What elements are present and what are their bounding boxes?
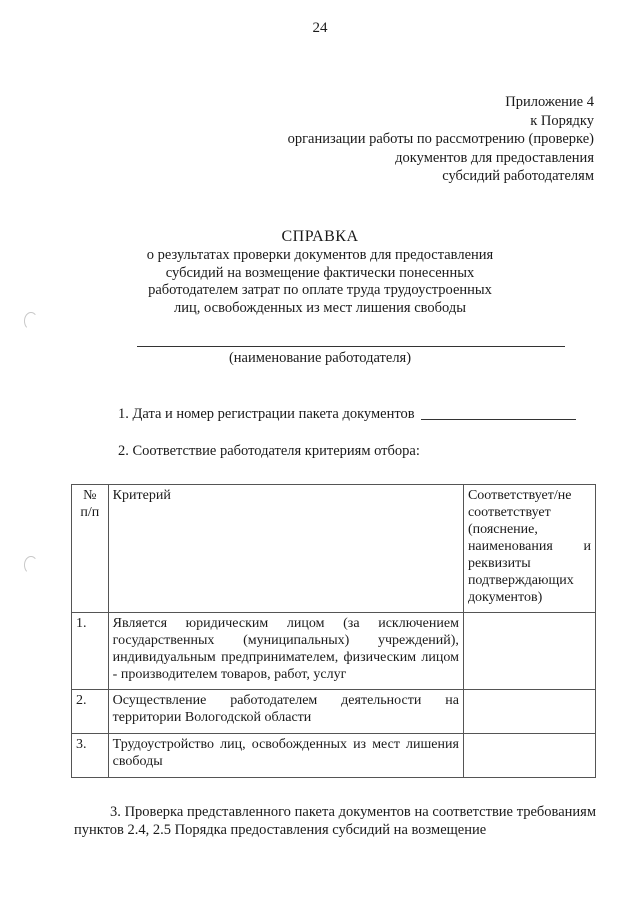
- header-match-word: и: [583, 539, 591, 554]
- row-criterion: Является юридическим лицом (за исключением государственных (муниципальных) учреждений), индивидуальным предпринимателем, физическим лицом - производителем товаров, работ, услуг: [108, 613, 463, 690]
- item-1: [118, 406, 576, 423]
- header-match-line: Соответствует/не: [467, 488, 572, 503]
- header-match-line: документов): [467, 590, 543, 605]
- appendix-line: субсидий работодателям: [442, 168, 594, 184]
- criteria-table: [71, 484, 596, 778]
- subtitle-line: лиц, освобожденных из мест лишения свободы: [174, 299, 466, 316]
- item-1-label: 1. Дата и номер регистрации пакета документов: [118, 406, 415, 422]
- header-match-spread: [468, 538, 591, 555]
- item-2-label: 2. Соответствие работодателя критериям отбора:: [118, 443, 420, 459]
- row-match-cell[interactable]: [463, 734, 595, 778]
- header-num: [72, 485, 109, 613]
- paragraph-3: [74, 803, 596, 839]
- header-match-line: соответствует: [467, 505, 551, 520]
- registration-blank[interactable]: [421, 419, 576, 420]
- subtitle-line: работодателем затрат по оплате труда трудоустроенных: [148, 282, 492, 298]
- table-header-row: [72, 485, 596, 613]
- header-match-line: подтверждающих: [467, 573, 574, 588]
- paragraph-3-text: 3. Проверка представленного пакета документов на соответствие требованиям пунктов 2.4, 2.5 Порядка предоставления субсидий на возмещение: [74, 804, 596, 838]
- employer-name-blank[interactable]: [137, 346, 565, 347]
- row-match-cell[interactable]: [463, 613, 595, 690]
- row-criterion: Осуществление работодателем деятельности на территории Вологодской области: [108, 690, 463, 734]
- table-row: [72, 734, 596, 778]
- header-criterion: Критерий: [108, 485, 463, 613]
- document-subtitle: [0, 247, 640, 317]
- table-row: [72, 690, 596, 734]
- table-row: [72, 613, 596, 690]
- header-match-line: реквизиты: [467, 556, 531, 571]
- appendix-header: [288, 93, 594, 186]
- header-match-word: наименования: [467, 539, 553, 554]
- header-num-line: №: [83, 488, 97, 503]
- appendix-line: документов для предоставления: [395, 149, 594, 166]
- row-num: 3.: [72, 734, 109, 778]
- header-match-line: (пояснение,: [467, 522, 538, 537]
- row-num: 1.: [72, 613, 109, 690]
- row-num: 2.: [72, 690, 109, 734]
- header-match: [463, 485, 595, 613]
- subtitle-line: о результатах проверки документов для предоставления: [146, 247, 494, 263]
- page-number: 24: [312, 20, 328, 36]
- scan-hole-mark: [24, 312, 38, 330]
- appendix-line: Приложение 4: [505, 94, 594, 110]
- row-match-cell[interactable]: [463, 690, 595, 734]
- appendix-line: организации работы по рассмотрению (проверке): [287, 131, 594, 147]
- subtitle-line: субсидий на возмещение фактически понесенных: [165, 264, 475, 281]
- header-num-line: п/п: [80, 505, 100, 520]
- scan-hole-mark: [24, 556, 38, 574]
- row-criterion: Трудоустройство лиц, освобожденных из мест лишения свободы: [108, 734, 463, 778]
- document-title: СПРАВКА: [281, 228, 359, 245]
- appendix-line: к Порядку: [530, 112, 594, 129]
- employer-caption: (наименование работодателя): [228, 350, 412, 366]
